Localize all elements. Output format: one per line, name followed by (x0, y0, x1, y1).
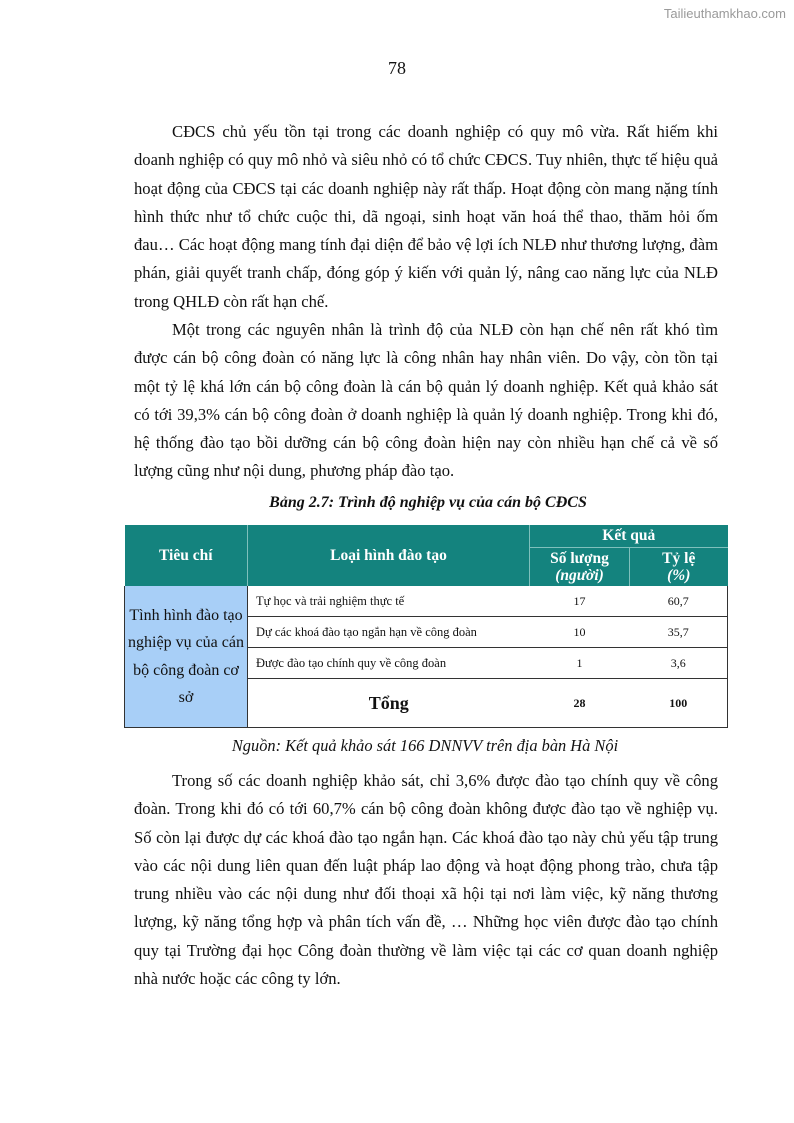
row-count: 1 (530, 648, 630, 679)
row-count: 10 (530, 617, 630, 648)
table-caption: Bảng 2.7: Trình độ nghiệp vụ của cán bộ CĐCS (269, 494, 587, 511)
total-label: Tổng (248, 679, 530, 728)
total-count: 28 (530, 679, 630, 728)
page-number: 78 (388, 58, 406, 78)
header-result: Kết quả (530, 525, 728, 548)
row-ratio: 35,7 (630, 617, 728, 648)
paragraph-3: Trong số các doanh nghiệp khảo sát, chỉ 3,6% được đào tạo chính quy về công đoàn. Trong khi đó có tới 60,7% cán bộ công đoàn không được đào tạo về nghiệp vụ. Số còn lại được dự các khoá đào tạo ngắn hạn. Các khoá đào tạo này chủ yếu tập trung vào các nội dung liên quan đến luật pháp lao động và hoạt động phong trào, chưa tập trung nhiều vào các nội dung như đối thoại xã hội tại nơi làm việc, kỹ năng thương lượng, kỹ năng tổng hợp và phân tích vấn đề, … Những học viên được đào tạo chính quy tại Trường đại học Công đoàn thường về làm việc tại các cơ quan doanh nghiệp nhà nước hoặc các công ty lớn. (134, 771, 718, 989)
header-count (530, 548, 630, 587)
row-count: 17 (530, 586, 630, 617)
training-table (124, 525, 728, 728)
row-type: Tự học và trải nghiệm thực tế (248, 586, 530, 617)
row-ratio: 3,6 (630, 648, 728, 679)
header-ratio-label: Tỷ lệ (662, 550, 696, 567)
paragraph-2: Một trong các nguyên nhân là trình độ của NLĐ còn hạn chế nên rất khó tìm được cán bộ công đoàn có năng lực là công nhân hay nhân viên. Do vậy, còn tồn tại một tỷ lệ khá lớn cán bộ công đoàn là cán bộ quản lý doanh nghiệp. Kết quả khảo sát có tới 39,3% cán bộ công đoàn ở doanh nghiệp là quản lý doanh nghiệp. Trong khi đó, hệ thống đào tạo bồi dưỡng cán bộ công đoàn hiện nay còn nhiều hạn chế cả về số lượng cũng như nội dung, phương pháp đào tạo. (134, 320, 718, 481)
row-type: Dự các khoá đào tạo ngắn hạn về công đoàn (248, 617, 530, 648)
header-criteria: Tiêu chí (125, 525, 248, 586)
total-ratio: 100 (630, 679, 728, 728)
header-count-label: Số lượng (550, 550, 609, 567)
header-ratio-unit: (%) (667, 567, 691, 584)
row-ratio: 60,7 (630, 586, 728, 617)
header-ratio (630, 548, 728, 587)
criteria-cell: Tình hình đào tạo nghiệp vụ của cán bộ công đoàn cơ sở (125, 586, 248, 728)
header-count-unit: (người) (555, 567, 604, 584)
table-source: Nguồn: Kết quả khảo sát 166 DNNVV trên địa bàn Hà Nội (231, 736, 619, 755)
watermark: Tailieuthamkhao.com (663, 6, 786, 21)
row-type: Được đào tạo chính quy về công đoàn (248, 648, 530, 679)
table-row (125, 586, 728, 617)
paragraph-1: CĐCS chủ yếu tồn tại trong các doanh nghiệp có quy mô vừa. Rất hiếm khi doanh nghiệp có quy mô nhỏ và siêu nhỏ có tổ chức CĐCS. Tuy nhiên, thực tế hiệu quả hoạt động của CĐCS tại các doanh nghiệp này rất thấp. Hoạt động còn mang nặng tính hình thức như tổ chức cuộc thi, dã ngoại, sinh hoạt văn hoá thể thao, thăm hỏi ốm đau… Các hoạt động mang tính đại diện để bảo vệ lợi ích NLĐ như thương lượng, đàm phán, giải quyết tranh chấp, đóng góp ý kiến với quản lý, nâng cao năng lực của NLĐ trong QHLĐ còn rất hạn chế. (134, 122, 718, 311)
header-training-type: Loại hình đào tạo (248, 525, 530, 586)
